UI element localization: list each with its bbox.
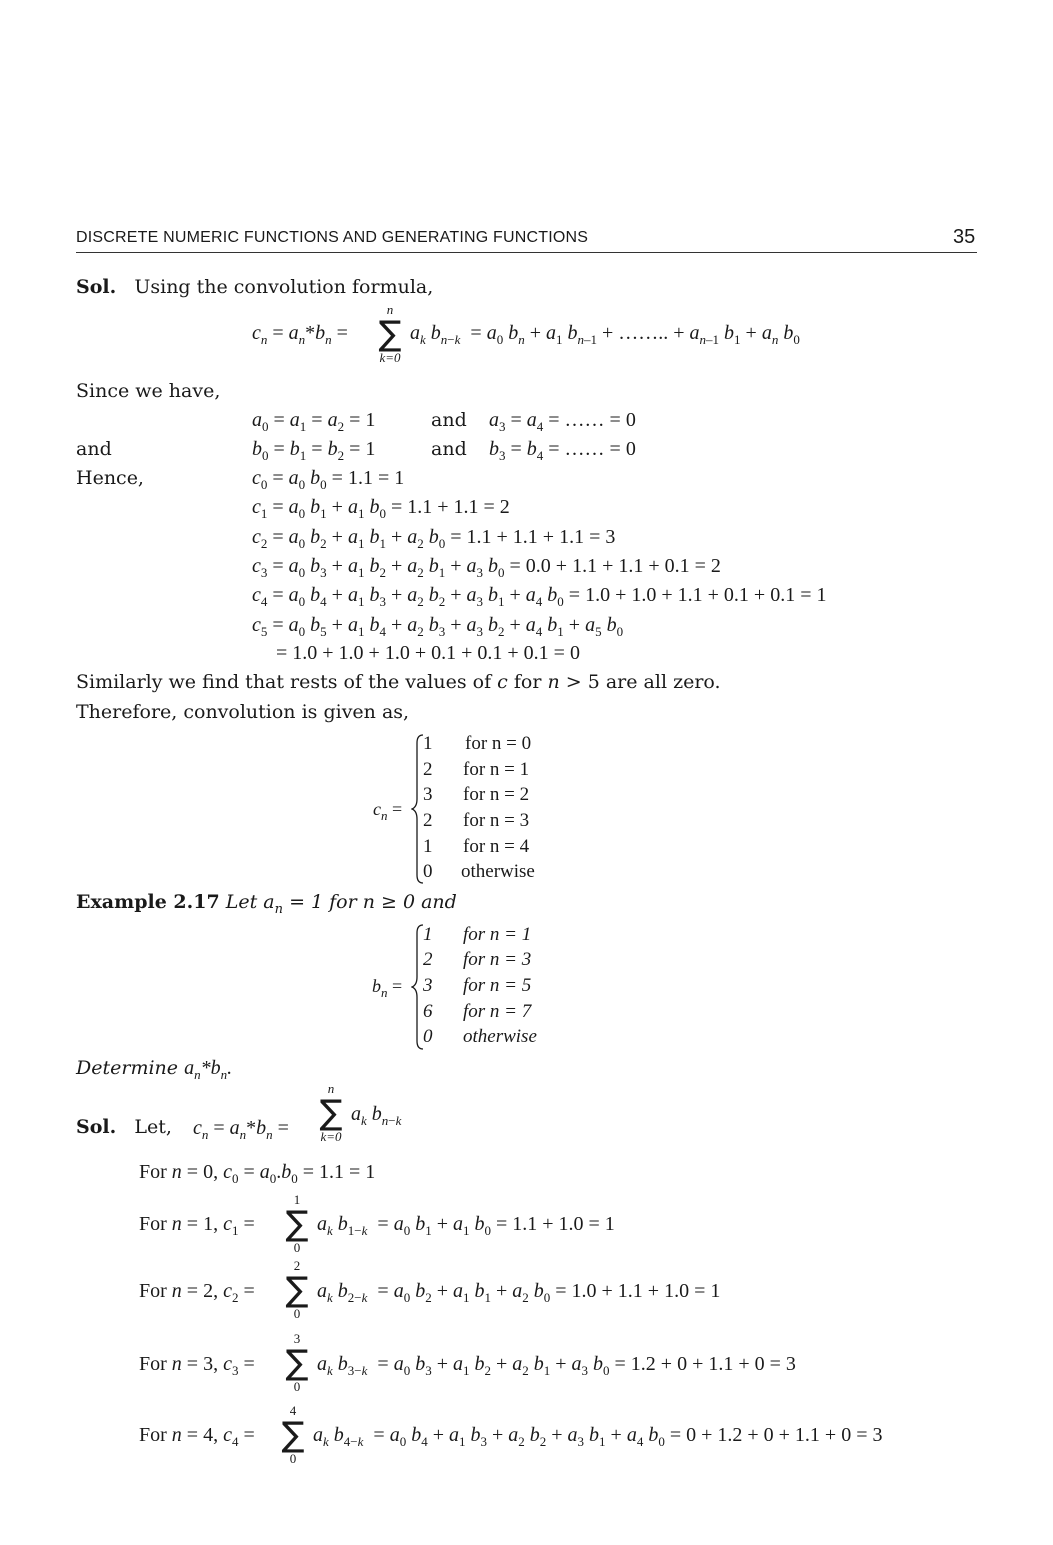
- for-n1-rhs: $a_k$ $b_{1-k} = a_0$ $b_1 + a_1$ $b_0 = 1.1 + 1.0 = 1$: [317, 1213, 615, 1238]
- a-zero: = …… = 0: [548, 409, 636, 431]
- example-label: Example 2.17: [76, 891, 220, 913]
- bn-val-1: 2: [423, 949, 433, 970]
- a-values: $a_0 = a_1 = a_2 = 1$: [252, 409, 376, 434]
- for-n0-line: For n = 0, $c_0 = a_0.b_0 = 1.1 = 1$: [139, 1161, 376, 1186]
- c3-value: = 0.0 + 1.1 + 1.1 + 0.1 = 2: [509, 555, 721, 577]
- for-n3-value: = 1.2 + 0 + 1.1 + 0 = 3: [614, 1353, 796, 1375]
- convolution-formula-rhs: $a_k$ $b_{n-k} = a_0$ $b_n + a_1$ $b_{n-1}$ + …….. + $a_{n-1}$ $b_1 + a_n$ $b_0$: [410, 322, 800, 347]
- a-ones: = 1: [349, 409, 376, 431]
- for-n2-rhs: $a_k$ $b_{2-k} = a_0$ $b_2 + a_1$ $b_1 + a_2$ $b_0 = 1.0 + 1.1 + 1.0 = 1$: [317, 1280, 721, 1305]
- b-ones: = 1: [349, 438, 376, 460]
- c0-line: $c_0 = a_0$ $b_0 = 1.1 = 1$: [252, 467, 405, 492]
- cn-val-0: 1: [423, 733, 433, 754]
- b-zero: = …… = 0: [548, 438, 636, 460]
- cn-cond-3: for n = 3: [463, 810, 530, 831]
- for-n4-value: = 0 + 1.2 + 0 + 1.1 + 0 = 3: [669, 1424, 883, 1446]
- bn-val-3: 6: [423, 1001, 433, 1022]
- for-n2-lhs: For n = 2, $c_2$ =: [139, 1280, 255, 1305]
- sol2-let: Let,: [134, 1116, 172, 1138]
- and-label: and: [76, 438, 112, 460]
- for-n4-lhs: For n = 4, $c_4$ =: [139, 1424, 255, 1449]
- cn-val-2: 3: [423, 784, 433, 805]
- c4-value: = 1.0 + 1.0 + 1.1 + 0.1 + 0.1 = 1: [568, 584, 827, 606]
- c0-value: = 1.1 = 1: [331, 467, 405, 489]
- bn-val-4: 0: [423, 1026, 433, 1047]
- c4-line: $c_4 = a_0$ $b_4 + a_1$ $b_3 + a_2$ $b_2 + a_3$ $b_1 + a_4$ $b_0 = 1.0 + 1.0 + 1.1 + 0.1 + 0.1 = 1$: [252, 584, 827, 609]
- for-n0-prefix: For: [139, 1161, 167, 1183]
- sol2-label: Sol.: [76, 1116, 117, 1138]
- example-statement-a: Let a: [225, 891, 275, 913]
- bn-val-2: 3: [423, 975, 433, 996]
- example-line: Example 2.17 Let $a_n = 1$ for n ≥ 0 and: [76, 891, 457, 917]
- for-n2-value: = 1.0 + 1.1 + 1.0 = 1: [555, 1280, 721, 1302]
- cn-val-3: 2: [423, 810, 433, 831]
- for-n4-prefix: For: [139, 1424, 167, 1446]
- since-line: Since we have,: [76, 380, 221, 402]
- cn-val-5: 0: [423, 861, 433, 882]
- sol-intro: Using the convolution formula,: [134, 276, 434, 298]
- sigma-symbol: n ∑ k=0: [378, 302, 402, 365]
- header-rule: [76, 252, 977, 253]
- c2-line: $c_2 = a_0$ $b_2 + a_1$ $b_1 + a_2$ $b_0 = 1.1 + 1.1 + 1.1 = 3$: [252, 526, 616, 551]
- cn-cond-1: for n = 1: [463, 759, 530, 780]
- similarly-line: Similarly we find that rests of the values of c for n > 5 are all zero.: [76, 671, 721, 693]
- cn-cond-5: otherwise: [461, 861, 535, 882]
- sigma-n2: 2 ∑ 0: [285, 1258, 309, 1321]
- determine-line: Determine $a_n*b_n$.: [76, 1057, 233, 1082]
- a-values-right: $a_3 = a_4$ = …… = 0: [489, 409, 636, 434]
- similarly-c: > 5 are all zero.: [565, 671, 721, 693]
- sol-label: Sol.: [76, 276, 117, 298]
- and-word-b: and: [431, 438, 467, 460]
- for-n3-prefix: For: [139, 1353, 167, 1375]
- similarly-b: for: [513, 671, 542, 693]
- running-title: DISCRETE NUMERIC FUNCTIONS AND GENERATING FUNCTIONS: [76, 229, 589, 246]
- for-n3-rhs: $a_k$ $b_{3-k} = a_0$ $b_3 + a_1$ $b_2 + a_2$ $b_1 + a_3$ $b_0 = 1.2 + 0 + 1.1 + 0 = 3$: [317, 1353, 796, 1378]
- for-n3-lhs: For n = 3, $c_3$ =: [139, 1353, 255, 1378]
- sigma-n4: 4 ∑ 0: [281, 1403, 305, 1466]
- therefore-line: Therefore, convolution is given as,: [76, 701, 410, 723]
- cn-cond-0: for n = 0: [465, 733, 532, 754]
- convolution-formula-lhs: $c_n = a_n*b_n$ =: [252, 322, 348, 347]
- for-n1-value: = 1.1 + 1.0 = 1: [495, 1213, 615, 1235]
- bn-val-0: 1: [423, 924, 433, 945]
- sigma-n1: 1 ∑ 0: [285, 1192, 309, 1255]
- cn-cond-2: for n = 2: [463, 784, 530, 805]
- cases-cn-label: $c_n$ =: [373, 799, 403, 823]
- c1-value: = 1.1 + 1.1 = 2: [390, 496, 510, 518]
- hence-label: Hence,: [76, 467, 144, 489]
- sigma-symbol-2: n ∑ k=0: [319, 1081, 343, 1144]
- cn-val-1: 2: [423, 759, 433, 780]
- for-n2-prefix: For: [139, 1280, 167, 1302]
- c3-line: $c_3 = a_0$ $b_3 + a_1$ $b_2 + a_2$ $b_1 + a_3$ $b_0 = 0.0 + 1.1 + 1.1 + 0.1 = 2$: [252, 555, 721, 580]
- bn-cond-0: for n = 1: [463, 924, 532, 945]
- page-number: 35: [953, 226, 976, 248]
- sol2-formula-lhs: $c_n = a_n*b_n$ =: [193, 1117, 289, 1142]
- b-values-right: $b_3 = b_4$ = …… = 0: [489, 438, 636, 463]
- c1-line: $c_1 = a_0$ $b_1 + a_1$ $b_0 = 1.1 + 1.1 = 2$: [252, 496, 510, 521]
- sol2-formula-rhs: $a_k$ $b_{n-k}$: [351, 1103, 402, 1128]
- sol-intro-line: [76, 276, 433, 298]
- bn-cond-1: for n = 3: [463, 949, 532, 970]
- c5-continuation: = 1.0 + 1.0 + 1.0 + 0.1 + 0.1 + 0.1 = 0: [276, 642, 580, 664]
- b-values: $b_0 = b_1 = b_2 = 1$: [252, 438, 376, 463]
- cn-val-4: 1: [423, 836, 433, 857]
- for-n1-prefix: For: [139, 1213, 167, 1235]
- bn-cond-2: for n = 5: [463, 975, 532, 996]
- sol2-line: [76, 1116, 172, 1138]
- and-word-a: and: [431, 409, 467, 431]
- c5-line: $c_5 = a_0$ $b_5 + a_1$ $b_4 + a_2$ $b_3 + a_3$ $b_2 + a_4$ $b_1 + a_5$ $b_0$: [252, 614, 624, 639]
- for-n4-rhs: $a_k$ $b_{4-k} = a_0$ $b_4 + a_1$ $b_3 + a_2$ $b_2 + a_3$ $b_1 + a_4$ $b_0 = 0 + 1.2 + 0 + 1.1 + 0 = 3$: [313, 1424, 883, 1449]
- example-statement-b: = 1 for n ≥ 0 and: [289, 891, 457, 913]
- for-n1-lhs: For n = 1, $c_1$ =: [139, 1213, 255, 1238]
- determine-text: Determine: [76, 1057, 179, 1079]
- bn-cond-3: for n = 7: [463, 1001, 532, 1022]
- c2-value: = 1.1 + 1.1 + 1.1 = 3: [450, 526, 616, 548]
- cn-cond-4: for n = 4: [463, 836, 530, 857]
- sigma-n3: 3 ∑ 0: [285, 1331, 309, 1394]
- similarly-a: Similarly we find that rests of the values of: [76, 671, 492, 693]
- cases-bn-label: $b_n$ =: [372, 976, 403, 1000]
- for-n0-value: = 1.1 = 1: [302, 1161, 376, 1183]
- bn-cond-4: otherwise: [463, 1026, 537, 1047]
